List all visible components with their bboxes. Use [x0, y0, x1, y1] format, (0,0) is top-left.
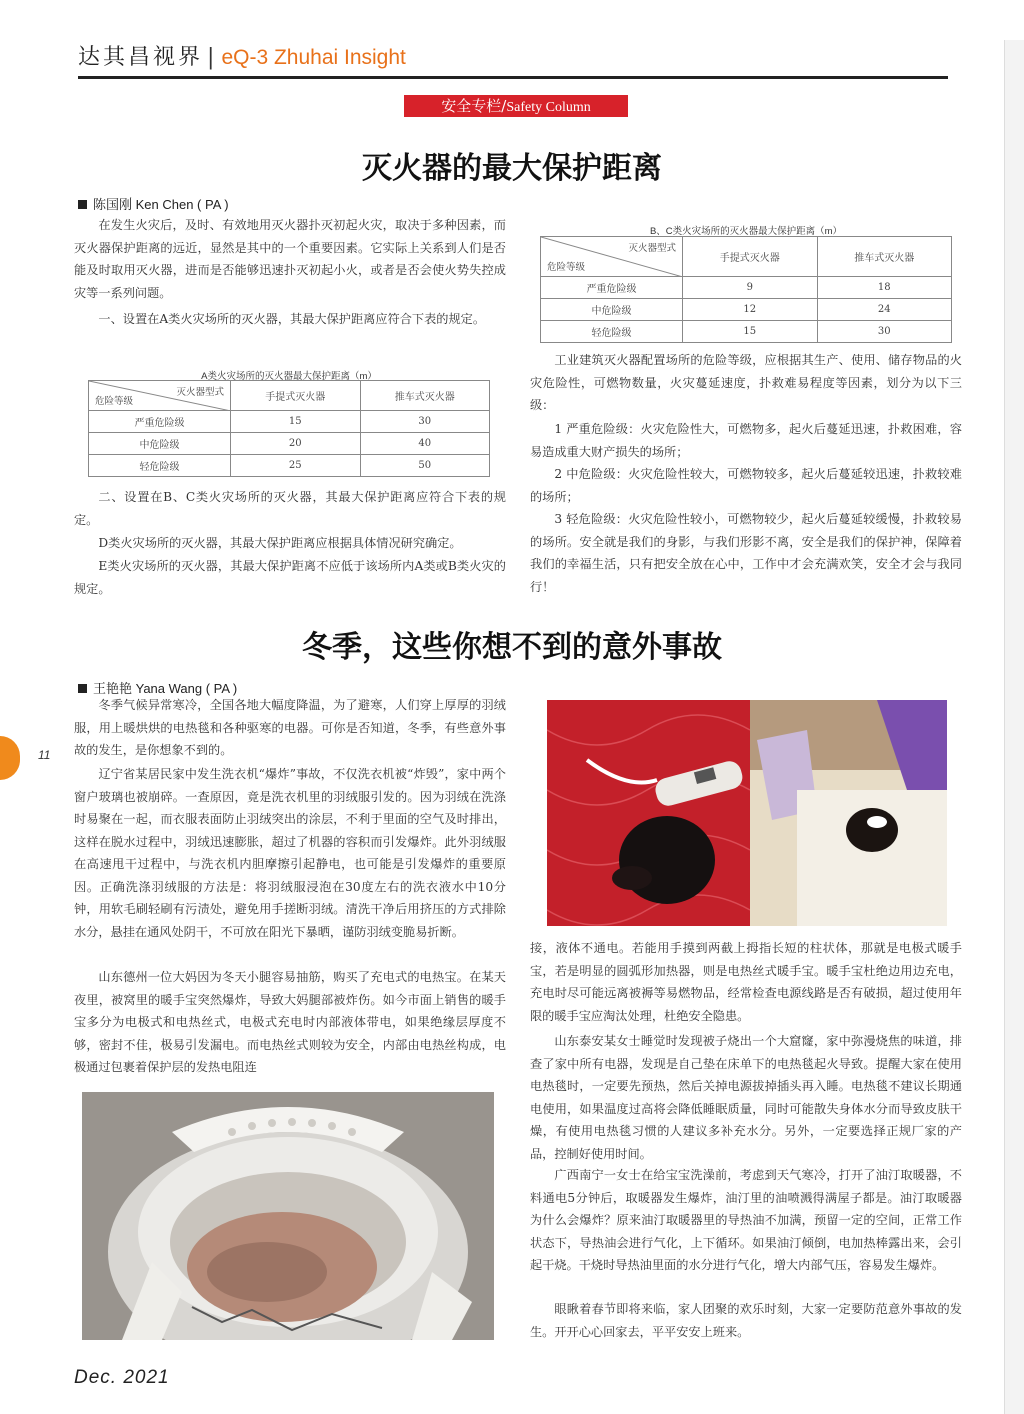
cell-hand: 12 — [683, 299, 818, 321]
article1-paragraph: 1 严重危险级：火灾危险性大，可燃物多，起火后蔓延迅速，扑救困难，容易造成重大财产损失的场所； — [530, 422, 962, 459]
cell-cart: 50 — [360, 455, 490, 477]
article2-title: 冬季，这些你想不到的意外事故 — [302, 630, 722, 665]
page-tab — [0, 736, 20, 780]
article1-paragraph: 工业建筑灭火器配置场所的危险等级，应根据其生产、使用、储存物品的火灾危险性，可燃物数量，火灾蔓延速度，扑救难易程度等因素，划分为以下三级： — [530, 353, 962, 412]
cell-cart: 30 — [817, 321, 952, 343]
table-a-diagonal-header — [89, 381, 231, 411]
article1-paragraph: 二、设置在B、C类火灾场所的灭火器，其最大保护距离应符合下表的规定。 — [74, 490, 506, 527]
page-number: 11 — [38, 748, 51, 762]
diag-top-label: 灭火器型式 — [628, 243, 676, 254]
author-name: 陈国刚 Ken Chen ( PA ) — [93, 197, 229, 212]
table-a — [88, 380, 490, 477]
article1-title: 灭火器的最大保护距离 — [362, 151, 662, 186]
cell-level: 严重危险级 — [541, 277, 683, 299]
brand-cn: 达其昌视界 — [78, 45, 204, 70]
brand-separator: | — [207, 45, 218, 70]
article2-paragraph: 广西南宁一女士在给宝宝洗澡前，考虑到天气寒冷，打开了油汀取暖器，不料通电5分钟后，取暖器发生爆炸，油汀里的油喷溅得满屋子都是。油汀取暖器为什么会爆炸？原来油汀取暖器里的导热油不加满，预留一定的空间，正常工作状态下，导热油会进行气化，上下循环。如果油汀倾倒，电加热棒露出来，会引起干烧。干烧时导热油里面的水分进行气化，增大内部气压，容易发生爆炸。 — [530, 1168, 962, 1272]
table-row — [541, 321, 952, 343]
table-a-caption: A类火灾场所的灭火器最大保护距离（m） — [201, 371, 377, 382]
cell-cart: 24 — [817, 299, 952, 321]
table-row — [89, 433, 490, 455]
table-row — [541, 277, 952, 299]
magazine-brand — [78, 40, 406, 71]
brand-en: eQ-3 Zhuhai Insight — [221, 46, 406, 69]
cell-level: 轻危险级 — [89, 455, 231, 477]
table-bc-diagonal-header — [541, 237, 683, 277]
table-a-col-header: 推车式灭火器 — [360, 381, 490, 411]
cell-level: 严重危险级 — [89, 411, 231, 433]
column-sep: / — [501, 97, 507, 115]
table-bc-col-header: 推车式灭火器 — [817, 237, 952, 277]
column-cn: 安全专栏 — [441, 97, 502, 115]
burned-blanket-image — [547, 700, 947, 926]
table-row — [541, 299, 952, 321]
article2-paragraph: 冬季气候异常寒冷，全国各地大幅度降温，为了避寒，人们穿上厚厚的羽绒服，用上暖烘烘的电热毯和各种驱寒的电器。可你是否知道，冬季，有些意外事故的发生，是你想象不到的。 — [74, 698, 506, 757]
article2-paragraph: 眼瞅着春节即将来临，家人团聚的欢乐时刻，大家一定要防范意外事故的发生。开开心心回家去，平平安安上班来。 — [530, 1302, 962, 1339]
cell-cart: 30 — [360, 411, 490, 433]
author-name: 王艳艳 Yana Wang ( PA ) — [93, 681, 238, 696]
column-label — [404, 95, 628, 117]
table-a-col-header: 手提式灭火器 — [231, 381, 361, 411]
cell-hand: 20 — [231, 433, 361, 455]
article1-paragraph: 一、设置在A类火灾场所的灭火器，其最大保护距离应符合下表的规定。 — [98, 312, 486, 326]
diag-bottom-label: 危险等级 — [547, 262, 586, 273]
article1-paragraph: 3 轻危险级：火灾危险性较小，可燃物较少，起火后蔓延较缓慢，扑救较易的场所。安全就是我们的身影，与我们形影不离，安全是我们的保护神，保障着我们的幸福生活，只有把安全放在心中，工作中才会充满欢笑，安全才会与我同行！ — [530, 512, 962, 594]
article2-paragraph: 辽宁省某居民家中发生洗衣机“爆炸”事故，不仅洗衣机被“炸毁”，家中两个窗户玻璃也被崩碎。一查原因，竟是洗衣机里的羽绒服引发的。因为羽绒在洗涤时易聚在一起，而衣服表面防止羽绒突出的涂层，不利于里面的空气及时排出，这样在脱水过程中，羽绒迅速膨胀，超过了机器的容积而引发爆炸。此外羽绒服在高速甩干过程中，与洗衣机内胆摩擦引起静电，也可能是引发爆炸的重要原因。正确洗涤羽绒服的方法是：将羽绒服浸泡在30度左右的洗衣液水中10分钟，用软毛刷轻刷有污渍处，避免用手搓断羽绒。清洗干净后用挤压的方式排除水分，悬挂在通风处阴干，不可放在阳光下暴晒，谨防羽绒变脆易折断。 — [74, 767, 506, 939]
article2-paragraph: 接，液体不通电。若能用手摸到两截上拇指长短的柱状体，那就是电极式暖手宝，若是明显的圆弧形加热器，则是电热丝式暖手宝。暖手宝杜绝边用边充电，充电时尽可能远离被褥等易燃物品，经常检查电源线路是否有破损，超过使用年限的暖手宝应淘汰处理，杜绝安全隐患。 — [530, 941, 962, 1023]
article1-paragraph: E类火灾场所的灭火器，其最大保护距离不应低于该场所内A类或B类火灾的规定。 — [74, 559, 506, 596]
cell-cart: 40 — [360, 433, 490, 455]
diag-bottom-label: 危险等级 — [95, 396, 134, 407]
table-bc-caption: B、C类火灾场所的灭火器最大保护距离（m） — [649, 226, 843, 237]
article1-paragraph: 在发生火灾后，及时、有效地用灭火器扑灭初起火灾，取决于多种因素，而灭火器保护距离的远近，显然是其中的一个重要因素。它实际上关系到人们是否能及时取用灭火器，进而是否能够迅速扑灭初起小火，或者是否会使火势失控成灾等一系列问题。 — [74, 218, 506, 300]
page-header — [78, 40, 948, 78]
cell-level: 中危险级 — [89, 433, 231, 455]
cell-hand: 15 — [683, 321, 818, 343]
burned-electric-blanket-photo — [547, 700, 947, 926]
cell-cart: 18 — [817, 277, 952, 299]
cell-level: 中危险级 — [541, 299, 683, 321]
article1-author — [78, 194, 229, 213]
issue-date: Dec. 2021 — [74, 1367, 170, 1388]
table-bc-col-header: 手提式灭火器 — [683, 237, 818, 277]
page-edge-strip — [1004, 40, 1024, 1414]
cell-hand: 9 — [683, 277, 818, 299]
table-row — [89, 411, 490, 433]
article1-paragraph: D类火灾场所的灭火器，其最大保护距离应根据具体情况研究确定。 — [98, 536, 462, 550]
cell-hand: 25 — [231, 455, 361, 477]
bullet-square-icon — [78, 200, 87, 209]
column-en: Safety Column — [506, 100, 591, 115]
cell-level: 轻危险级 — [541, 321, 683, 343]
article2-paragraph: 山东泰安某女士睡觉时发现被子烧出一个大窟窿，家中弥漫烧焦的味道，排查了家中所有电器，发现是自己垫在床单下的电热毯起火导致。提醒大家在使用电热毯时，一定要先预热，然后关掉电源拔掉插头再入睡。电热毯不建议长期通电使用，如果温度过高将会降低睡眠质量，同时可能散失身体水分而导致皮肤干燥，有使用电热毯习惯的人建议多补充水分。另外，一定要选择正规厂家的产品，控制好使用时间。 — [530, 1034, 962, 1161]
table-row — [89, 455, 490, 477]
washing-machine-photo — [82, 1092, 494, 1340]
bullet-square-icon — [78, 684, 87, 693]
cell-hand: 15 — [231, 411, 361, 433]
diag-top-label: 灭火器型式 — [176, 387, 224, 398]
article2-paragraph: 山东德州一位大妈因为冬天小腿容易抽筋，购买了充电式的电热宝。在某天夜里，被窝里的暖手宝突然爆炸，导致大妈腿部被炸伤。如今市面上销售的暖手宝多分为电极式和电热丝式，电极式充电时内部液体带电，如果绝缘层厚度不够，密封不佳，极易引发漏电。而电热丝式则较为安全，内部由电热丝构成，电极通过包裹着保护层的发热电阻连 — [74, 970, 506, 1074]
washing-machine-image — [82, 1092, 494, 1340]
table-bc — [540, 236, 952, 343]
article1-paragraph: 2 中危险级：火灾危险性较大，可燃物较多，起火后蔓延较迅速，扑救较难的场所； — [530, 467, 962, 504]
header-rule — [78, 76, 948, 79]
